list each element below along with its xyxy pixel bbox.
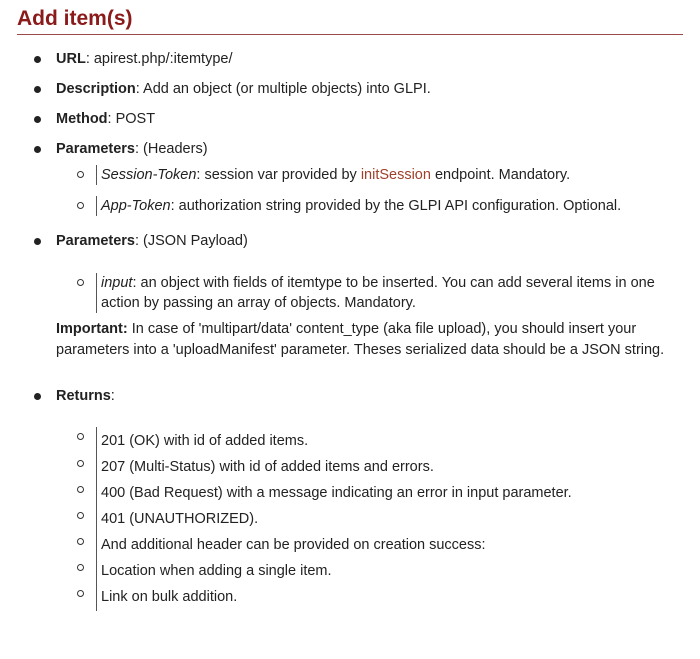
list-item-params-json	[17, 231, 683, 360]
list-item-input	[96, 273, 683, 313]
input-text: : an object with fields of itemtype to be inserted. You can add several items in one action by passing an array of objects. Mandatory.	[101, 275, 655, 311]
json-sublist	[56, 273, 683, 313]
app-token-name: App-Token	[101, 198, 171, 214]
url-label: URL	[56, 51, 86, 67]
list-item-return: 400 (Bad Request) with a message indicating an error in input parameter.	[96, 480, 683, 506]
description-label: Description	[56, 81, 136, 97]
returns-label: Returns	[56, 388, 111, 404]
list-item-return: And additional header can be provided on creation success:	[96, 532, 683, 558]
important-note	[56, 319, 683, 360]
list-item-return: Link on bulk addition.	[96, 584, 683, 611]
description-value: : Add an object (or multiple objects) into GLPI.	[135, 81, 431, 97]
list-item-params-headers	[17, 139, 683, 216]
url-value: : apirest.php/:itemtype/	[85, 51, 233, 67]
returns-sublist	[56, 427, 683, 611]
params-json-value: : (JSON Payload)	[135, 233, 248, 249]
important-text: In case of 'multipart/data' content_type (aka file upload), you should insert your parameters into a 'uploadManifest' parameter. Theses serialized data should be a JSON string.	[56, 321, 665, 358]
params-headers-value: : (Headers)	[135, 141, 208, 157]
session-token-post: endpoint. Mandatory.	[430, 167, 571, 183]
list-item-description	[17, 79, 683, 99]
app-token-text: : authorization string provided by the GLPI API configuration. Optional.	[170, 198, 622, 214]
returns-colon: :	[110, 388, 115, 404]
session-token-pre: : session var provided by	[196, 167, 361, 183]
session-token-name: Session-Token	[101, 167, 197, 183]
list-item-return: Location when adding a single item.	[96, 558, 683, 584]
section-title: Add item(s)	[17, 6, 683, 35]
params-json-label: Parameters	[56, 233, 135, 249]
list-item-return: 201 (OK) with id of added items.	[96, 427, 683, 454]
method-label: Method	[56, 111, 108, 127]
headers-sublist	[56, 165, 683, 216]
list-item-method	[17, 109, 683, 129]
list-item-return: 401 (UNAUTHORIZED).	[96, 506, 683, 532]
list-item-returns	[17, 386, 683, 611]
list-item-session-token	[96, 165, 683, 185]
method-value: : POST	[107, 111, 156, 127]
input-name: input	[101, 275, 133, 291]
init-session-link[interactable]: initSession	[360, 167, 431, 183]
main-list	[17, 49, 683, 611]
params-headers-label: Parameters	[56, 141, 135, 157]
list-item-app-token	[96, 196, 683, 216]
list-item-return: 207 (Multi-Status) with id of added items and errors.	[96, 454, 683, 480]
important-label: Important:	[56, 321, 128, 337]
list-item-url	[17, 49, 683, 69]
doc-section	[17, 6, 683, 611]
